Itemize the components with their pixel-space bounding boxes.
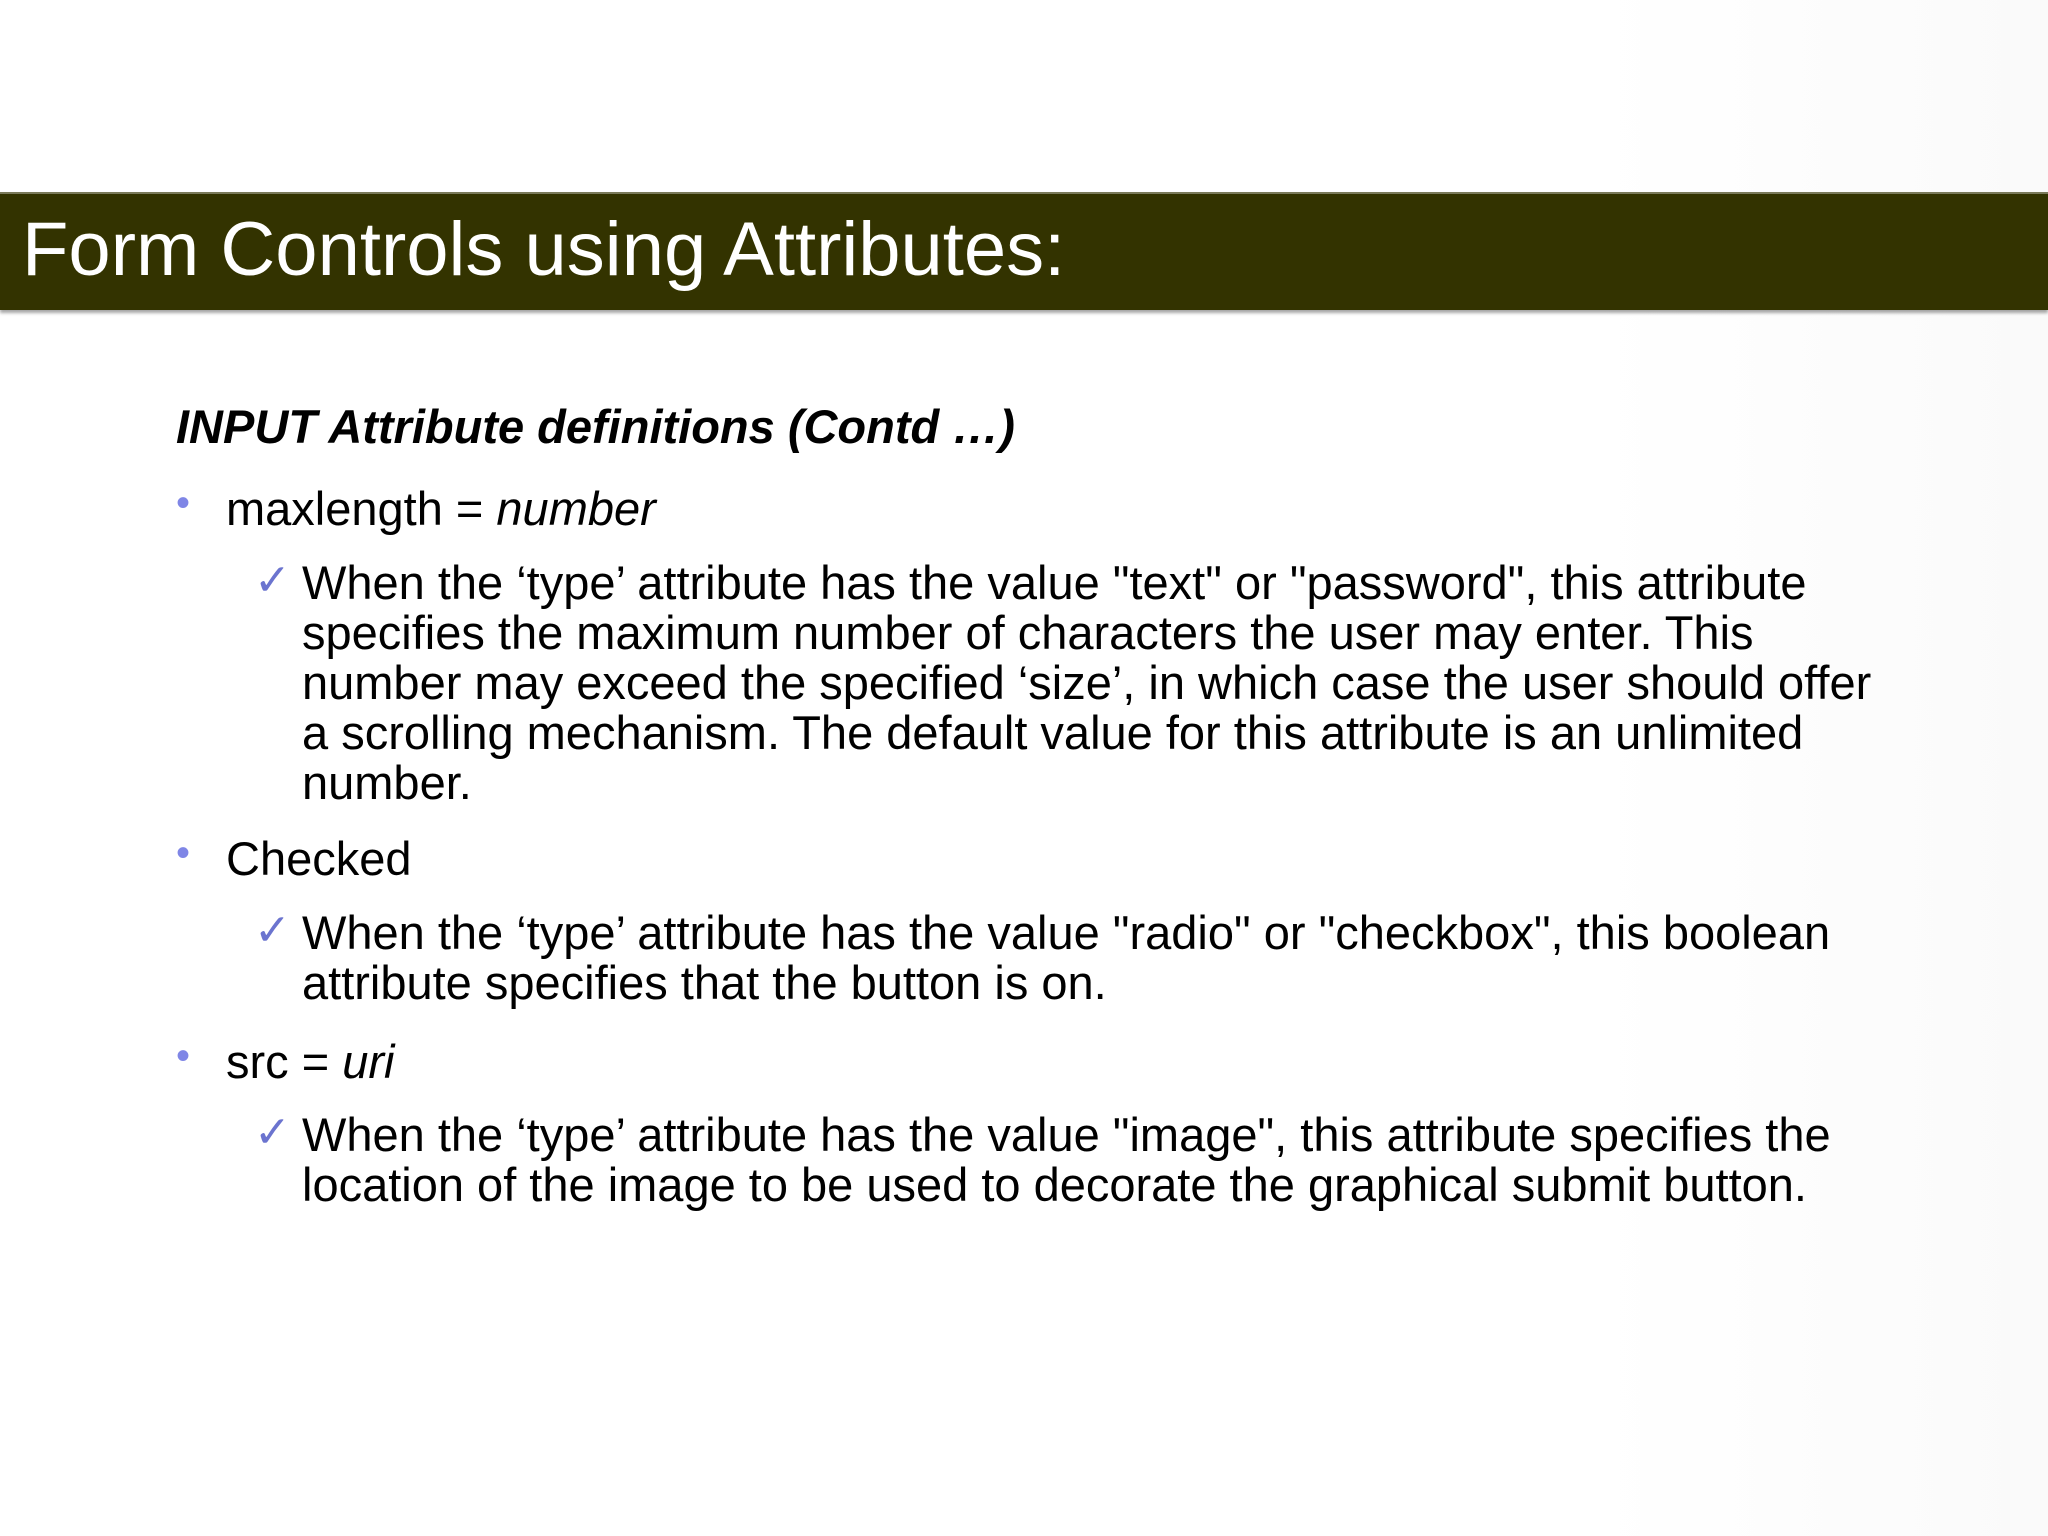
sub-item-text: When the ‘type’ attribute has the value "image", this attribute specifies the location of the image to be used to decorate the graphical submit button.	[302, 1108, 1831, 1211]
checkmark-icon: ✓	[254, 1108, 291, 1157]
sub-item-text: When the ‘type’ attribute has the value "radio" or "checkbox", this boolean attribute specifies that the button is on.	[302, 906, 1831, 1009]
bullet-item-src	[176, 1033, 394, 1091]
section-subtitle: INPUT Attribute definitions (Contd …)	[176, 400, 1015, 453]
bullet-term: src =	[226, 1035, 343, 1088]
bullet-term: Checked	[226, 832, 412, 885]
bullet-term-value: number	[496, 482, 656, 535]
bullet-term-value: uri	[342, 1035, 395, 1088]
sub-item-checked	[254, 908, 1894, 1008]
slide-title: Form Controls using Attributes:	[22, 207, 1066, 292]
sub-item-src	[254, 1110, 1894, 1210]
bullet-item-checked	[176, 830, 412, 888]
checkmark-icon: ✓	[254, 906, 291, 955]
bullet-item-maxlength	[176, 480, 656, 538]
sub-item-maxlength	[254, 558, 1894, 808]
bullet-dot-icon: •	[176, 481, 191, 525]
bullet-dot-icon: •	[176, 1034, 191, 1078]
bullet-dot-icon: •	[176, 831, 191, 875]
checkmark-icon: ✓	[254, 556, 291, 605]
sub-item-text: When the ‘type’ attribute has the value "text" or "password", this attribute specifies the maximum number of characters the user may enter. This number may exceed the specified ‘size’, in which case the user should offer a scrolling mechanism. The default value for this attribute is an unlimited number.	[302, 556, 1872, 809]
bullet-term: maxlength =	[226, 482, 497, 535]
